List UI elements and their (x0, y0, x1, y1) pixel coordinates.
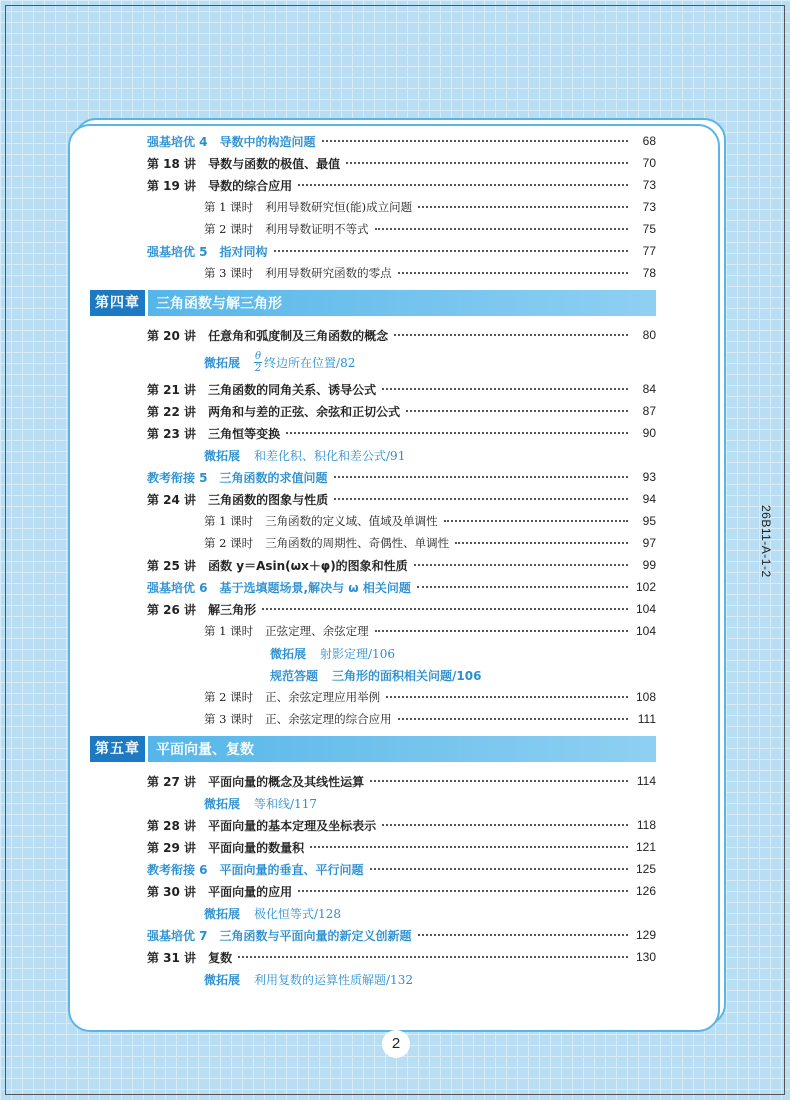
toc-lesson-entry[interactable] (90, 708, 656, 730)
fraction-denominator: 2 (254, 362, 262, 374)
toc-lecture-entry[interactable] (90, 488, 656, 510)
entry-title: 导数的综合应用 (208, 178, 293, 193)
entry-title: 平面向量的基本定理及坐标表示 (208, 818, 377, 833)
entry-page: 121 (635, 840, 656, 854)
dot-leader (382, 388, 628, 390)
toc-topic-entry[interactable] (90, 576, 656, 598)
entry-title: 正、余弦定理的综合应用 (265, 712, 392, 726)
toc-lecture-entry[interactable] (90, 770, 656, 792)
entry-title: 解三角形 (208, 602, 257, 617)
entry-prefix: 第 22 讲 (147, 404, 197, 419)
dot-leader (406, 410, 628, 412)
toc-topic-entry[interactable] (90, 858, 656, 880)
entry-prefix: 第 1 课时 (204, 200, 254, 214)
page-number: 2 (382, 1030, 410, 1058)
toc-topic-entry[interactable] (90, 466, 656, 488)
entry-title: 基于选填题场景,解决与 ω 相关问题 (219, 580, 411, 595)
entry-page: 130 (635, 950, 656, 964)
entry-page: 102 (635, 580, 656, 594)
entry-prefix: 微拓展 (204, 906, 241, 921)
entry-page: 104 (635, 624, 656, 638)
entry-page: 118 (636, 818, 656, 832)
dot-leader (386, 696, 628, 698)
entry-prefix: 微拓展 (204, 796, 241, 811)
fraction-numerator: θ (255, 350, 262, 362)
entry-prefix: 微拓展 (204, 972, 241, 987)
entry-title: 利用导数证明不等式 (265, 222, 369, 236)
dot-leader (238, 956, 628, 958)
entry-prefix: 教考衔接 6 (147, 862, 208, 877)
toc-lesson-entry[interactable] (90, 620, 656, 642)
entry-title: 和差化积、积化和差公式/91 (254, 448, 406, 463)
toc-topic-entry[interactable] (90, 240, 656, 262)
entry-title: 利用复数的运算性质解题/132 (254, 972, 413, 987)
entry-page: 108 (635, 690, 656, 704)
entry-prefix: 第 23 讲 (147, 426, 197, 441)
entry-page: 68 (642, 134, 656, 148)
dot-leader (310, 846, 628, 848)
entry-prefix: 强基培优 7 (147, 928, 208, 943)
entry-page: 93 (642, 470, 656, 484)
dot-leader (334, 476, 628, 478)
toc-group-top (90, 130, 656, 284)
entry-page: 97 (642, 536, 656, 550)
chapter-title: 平面向量、复数 (156, 742, 254, 758)
entry-title: 平面向量的垂直、平行问题 (219, 862, 364, 877)
entry-prefix: 第 30 讲 (147, 884, 197, 899)
entry-page: 129 (635, 928, 656, 942)
dot-leader (398, 272, 628, 274)
dot-leader (418, 206, 628, 208)
entry-prefix: 第 18 讲 (147, 156, 197, 171)
entry-page: 104 (635, 602, 656, 616)
entry-prefix: 规范答题 (270, 668, 319, 683)
entry-title: 三角恒等变换 (208, 426, 281, 441)
toc-lecture-entry[interactable] (90, 422, 656, 444)
entry-title: 三角函数的图象与性质 (208, 492, 329, 507)
entry-prefix: 第 25 讲 (147, 558, 197, 573)
entry-title: 终边所在位置/82 (264, 355, 356, 370)
entry-title: 两角和与差的正弦、余弦和正切公式 (208, 404, 401, 419)
toc-lesson-entry[interactable] (90, 532, 656, 554)
entry-title: 平面向量的概念及其线性运算 (208, 774, 365, 789)
entry-title: 导数与函数的极值、最值 (208, 156, 341, 171)
entry-prefix: 第 26 讲 (147, 602, 197, 617)
entry-prefix: 第 19 讲 (147, 178, 197, 193)
toc-lesson-entry[interactable] (90, 196, 656, 218)
toc-lesson-entry[interactable] (90, 262, 656, 284)
toc-extension-entry[interactable] (90, 346, 656, 378)
dot-leader (262, 608, 628, 610)
entry-page: 78 (642, 266, 656, 280)
toc-extension-entry[interactable] (90, 968, 656, 990)
entry-title: 平面向量的数量积 (208, 840, 305, 855)
entry-prefix: 第 3 课时 (204, 266, 254, 280)
dot-leader (417, 586, 628, 588)
fraction (254, 351, 262, 374)
toc-lesson-entry[interactable] (90, 510, 656, 532)
dot-leader (298, 890, 628, 892)
entry-page: 70 (642, 156, 656, 170)
entry-prefix: 第 1 课时 (204, 514, 254, 528)
entry-page: 73 (642, 178, 656, 192)
toc-lecture-entry[interactable] (90, 324, 656, 346)
entry-title: 极化恒等式/128 (254, 906, 341, 921)
toc-lecture-entry[interactable] (90, 554, 656, 576)
entry-prefix: 微拓展 (204, 355, 241, 370)
toc-group-chapter-4 (90, 324, 656, 730)
entry-title: 函数 y＝Asin(ωx＋φ)的图象和性质 (208, 558, 408, 573)
entry-page: 90 (642, 426, 656, 440)
entry-page: 84 (642, 382, 656, 396)
entry-title: 利用导数研究恒(能)成立问题 (265, 200, 413, 214)
dot-leader (382, 824, 628, 826)
entry-prefix: 强基培优 6 (147, 580, 208, 595)
toc-extension-entry[interactable] (90, 642, 656, 664)
entry-title: 三角函数的周期性、奇偶性、单调性 (265, 536, 450, 550)
entry-prefix: 第 2 课时 (204, 222, 254, 236)
entry-page: 80 (642, 328, 656, 342)
toc-group-chapter-5 (90, 770, 656, 990)
toc-lecture-entry[interactable] (90, 814, 656, 836)
entry-prefix: 第 24 讲 (147, 492, 197, 507)
chapter-header-4[interactable] (90, 290, 656, 316)
entry-prefix: 第 29 讲 (147, 840, 197, 855)
entry-prefix: 第 2 课时 (204, 690, 254, 704)
toc-lecture-entry[interactable] (90, 400, 656, 422)
dot-leader (370, 780, 628, 782)
entry-prefix: 第 21 讲 (147, 382, 197, 397)
toc-lesson-entry[interactable] (90, 218, 656, 240)
entry-title: 三角形的面积相关问题/106 (332, 668, 482, 683)
entry-title: 三角函数的求值问题 (219, 470, 328, 485)
dot-leader (334, 498, 628, 500)
entry-title: 利用导数研究函数的零点 (265, 266, 392, 280)
toc-extension-entry[interactable] (90, 444, 656, 466)
entry-prefix: 第 20 讲 (147, 328, 197, 343)
entry-page: 77 (642, 244, 656, 258)
toc-lecture-entry[interactable] (90, 946, 656, 968)
dot-leader (418, 934, 628, 936)
entry-title: 指对同构 (219, 244, 268, 259)
dot-leader (444, 520, 628, 522)
dot-leader (375, 630, 628, 632)
dot-leader (298, 184, 628, 186)
entry-prefix: 第 2 课时 (204, 536, 254, 550)
entry-prefix: 第 28 讲 (147, 818, 197, 833)
entry-page: 125 (635, 862, 656, 876)
entry-title: 任意角和弧度制及三角函数的概念 (208, 328, 389, 343)
entry-prefix: 第 27 讲 (147, 774, 197, 789)
entry-page: 95 (642, 514, 656, 528)
entry-prefix: 第 1 课时 (204, 624, 254, 638)
entry-title: 正弦定理、余弦定理 (265, 624, 369, 638)
entry-title: 平面向量的应用 (208, 884, 293, 899)
toc-lecture-entry[interactable] (90, 880, 656, 902)
entry-prefix: 强基培优 5 (147, 244, 208, 259)
entry-prefix: 微拓展 (204, 448, 241, 463)
entry-title: 等和线/117 (254, 796, 317, 811)
dot-leader (455, 542, 628, 544)
dot-leader (346, 162, 628, 164)
entry-page: 111 (637, 712, 656, 726)
toc-topic-entry[interactable] (90, 924, 656, 946)
dot-leader (375, 228, 628, 230)
entry-prefix: 教考衔接 5 (147, 470, 208, 485)
dot-leader (274, 250, 628, 252)
entry-title: 复数 (208, 950, 233, 965)
dot-leader (286, 432, 628, 434)
toc-lecture-entry[interactable] (90, 152, 656, 174)
dot-leader (394, 334, 628, 336)
entry-title: 三角函数与平面向量的新定义创新题 (219, 928, 412, 943)
entry-title: 导数中的构造问题 (219, 134, 316, 149)
entry-prefix: 微拓展 (270, 646, 307, 661)
entry-page: 126 (635, 884, 656, 898)
chapter-number: 第五章 (90, 736, 145, 762)
toc-extension-entry[interactable] (90, 792, 656, 814)
entry-page: 73 (642, 200, 656, 214)
dot-leader (322, 140, 628, 142)
entry-page: 94 (642, 492, 656, 506)
chapter-title: 三角函数与解三角形 (156, 296, 282, 312)
entry-prefix: 强基培优 4 (147, 134, 208, 149)
entry-title: 三角函数的同角关系、诱导公式 (208, 382, 377, 397)
toc-extension-entry[interactable] (90, 902, 656, 924)
toc-lecture-entry[interactable] (90, 378, 656, 400)
side-code: 26B11-A-1-2 (759, 505, 773, 578)
toc-topic-entry[interactable] (90, 130, 656, 152)
toc-answer-entry[interactable] (90, 664, 656, 686)
table-of-contents (90, 130, 656, 990)
toc-lecture-entry[interactable] (90, 174, 656, 196)
entry-prefix: 第 3 课时 (204, 712, 254, 726)
entry-page: 75 (642, 222, 656, 236)
entry-page: 87 (642, 404, 656, 418)
toc-lecture-entry[interactable] (90, 598, 656, 620)
dot-leader (414, 564, 628, 566)
chapter-header-5[interactable] (90, 736, 656, 762)
dot-leader (370, 868, 628, 870)
entry-page: 114 (636, 774, 656, 788)
entry-page: 99 (642, 558, 656, 572)
entry-title: 射影定理/106 (320, 646, 395, 661)
entry-title: 三角函数的定义域、值域及单调性 (265, 514, 438, 528)
toc-lesson-entry[interactable] (90, 686, 656, 708)
entry-title: 正、余弦定理应用举例 (265, 690, 381, 704)
entry-prefix: 第 31 讲 (147, 950, 197, 965)
toc-lecture-entry[interactable] (90, 836, 656, 858)
chapter-number: 第四章 (90, 290, 145, 316)
dot-leader (398, 718, 628, 720)
